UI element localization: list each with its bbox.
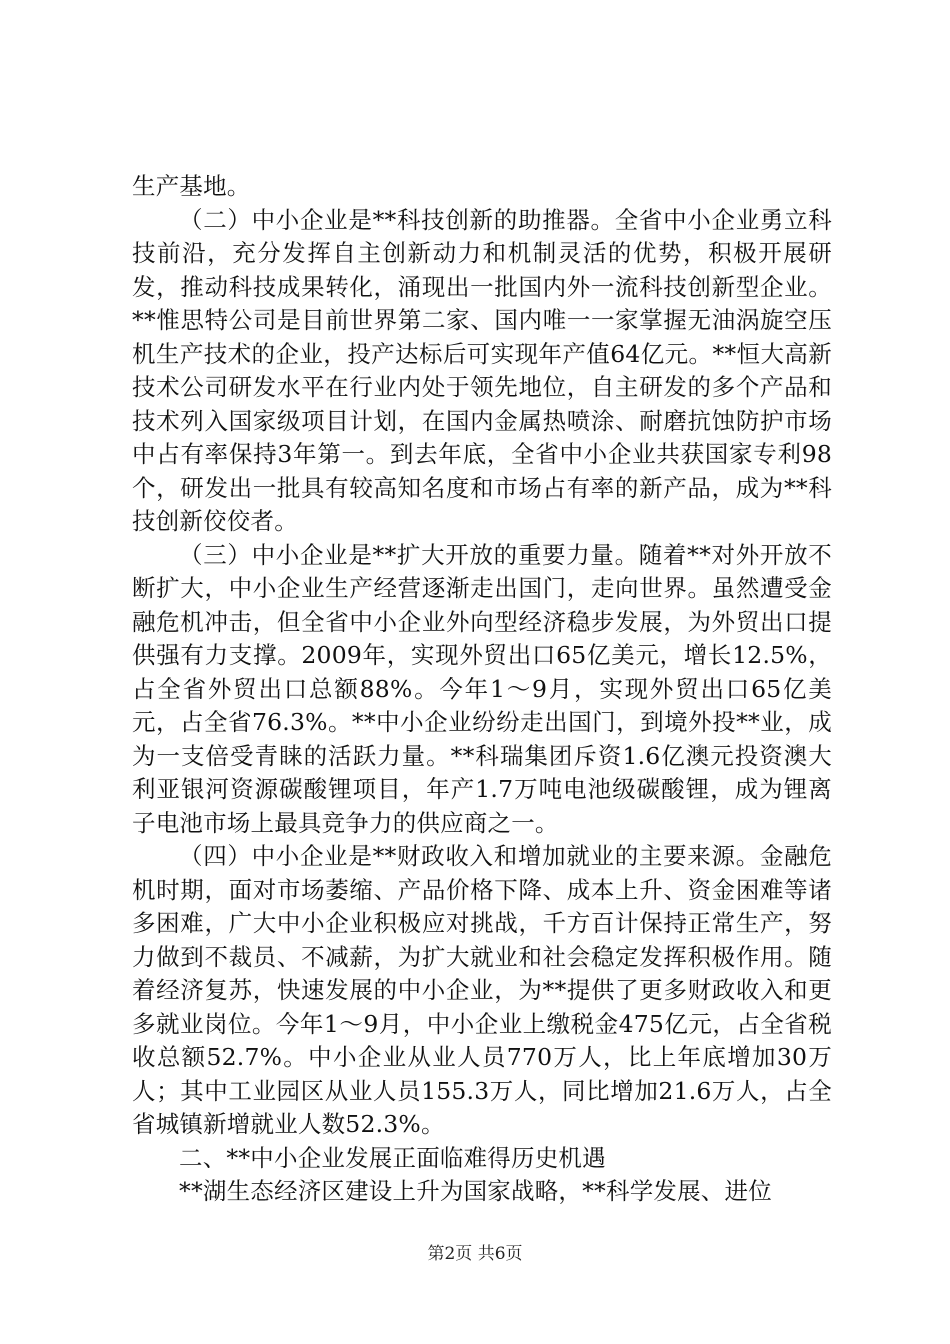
page-footer xyxy=(0,1243,950,1265)
paragraph-1: 生产基地。 xyxy=(132,172,251,200)
paragraph-last: **湖生态经济区建设上升为国家战略，**科学发展、进位 xyxy=(179,1177,772,1205)
section-heading: 二、**中小企业发展正面临难得历史机遇 xyxy=(179,1143,606,1172)
paragraph-2: （二）中小企业是**科技创新的助推器。全省中小企业勇立科技前沿，充分发挥自主创新动力和机制灵活的优势，积极开展研发，推动科技成果转化，涌现出一批国内外一流科技创新型企业。**惟思特公司是目前世界第二家、国内唯一一家掌握无油涡旋空压机生产技术的企业，投产达标后可实现年产值64亿元。**恒大高新技术公司研发水平在行业内处于领先地位，自主研发的多个产品和技术列入国家级项目计划，在国内金属热喷涂、耐磨抗蚀防护市场中占有率保持3年第一。到去年底，全省中小企业共获国家专利98个，研发出一批具有较高知名度和市场占有率的新产品，成为**科技创新佼佼者。 xyxy=(132,205,832,535)
paragraph-3: （三）中小企业是**扩大开放的重要力量。随着**对外开放不断扩大，中小企业生产经营逐渐走出国门，走向世界。虽然遭受金融危机冲击，但全省中小企业外向型经济稳步发展，为外贸出口提供强有力支撑。2009年，实现外贸出口65亿美元，增长12.5%，占全省外贸出口总额88%。今年1～9月，实现外贸出口65亿美元，占全省76.3%。**中小企业纷纷走出国门，到境外投**业，成为一支倍受青睐的活跃力量。**科瑞集团斥资1.6亿澳元投资澳大利亚银河资源碳酸锂项目，年产1.7万吨电池级碳酸锂，成为锂离子电池市场上最具竞争力的供应商之一。 xyxy=(132,540,832,837)
paragraph-4: （四）中小企业是**财政收入和增加就业的主要来源。金融危机时期，面对市场萎缩、产品价格下降、成本上升、资金困难等诸多困难，广大中小企业积极应对挑战，千方百计保持正常生产，努力做到不裁员、不减薪，为扩大就业和社会稳定发挥积极作用。随着经济复苏，快速发展的中小企业，为**提供了更多财政收入和更多就业岗位。今年1～9月，中小企业上缴税金475亿元，占全省税收总额52.7%。中小企业从业人员770万人，比上年底增加30万人；其中工业园区从业人员155.3万人，同比增加21.6万人，占全省城镇新增就业人数52.3%。 xyxy=(132,842,832,1138)
document-body xyxy=(132,170,832,1209)
page-number-label: 第2页 共6页 xyxy=(427,1244,523,1264)
